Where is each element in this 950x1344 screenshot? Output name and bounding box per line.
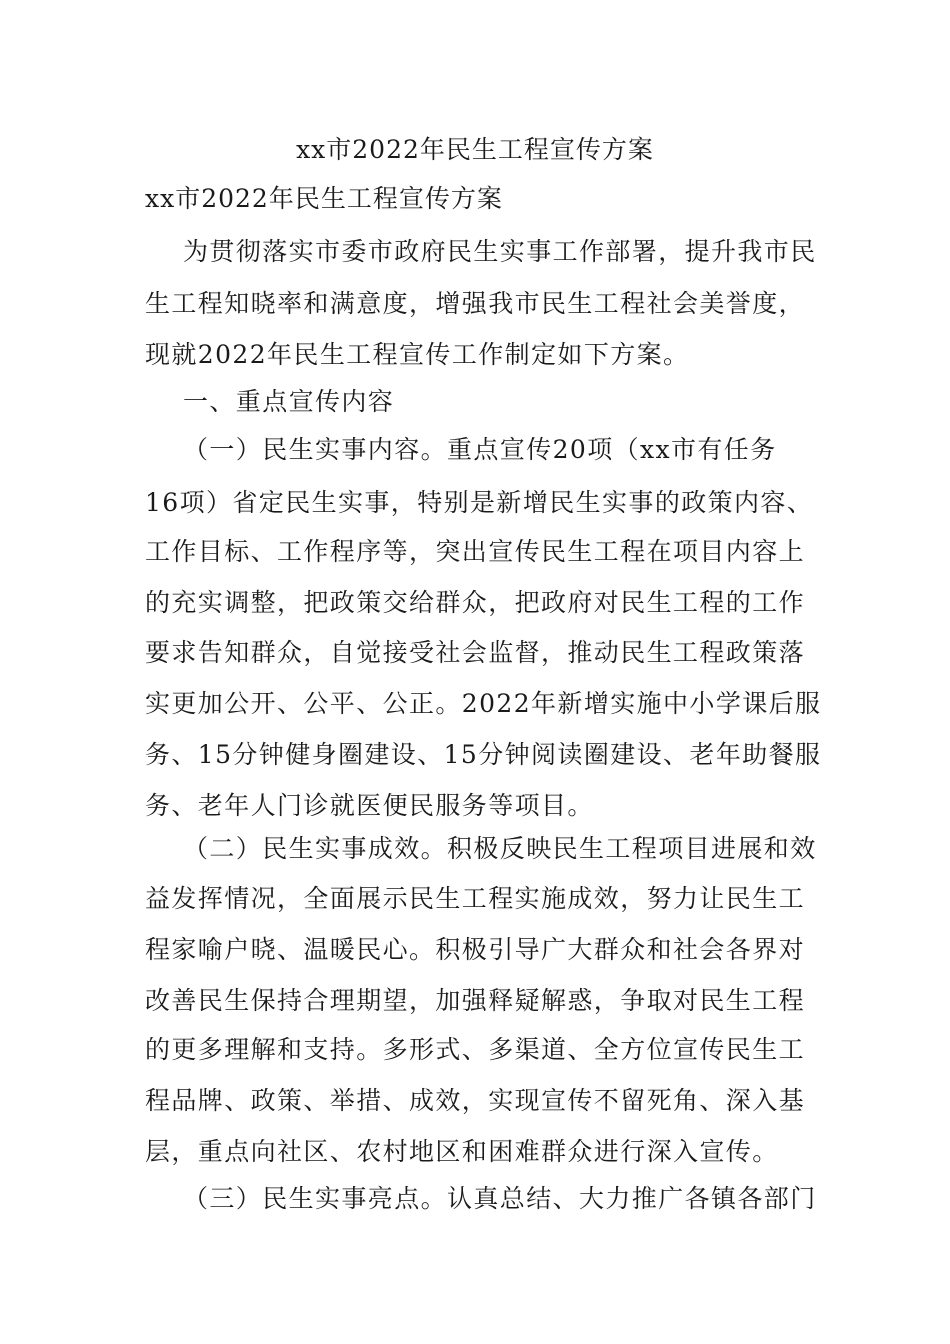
item1-line: 工作目标、工作程序等，突出宣传民生工程在项目内容上: [145, 537, 806, 566]
item2-line: 益发挥情况，全面展示民生工程实施成效，努力让民生工: [145, 884, 806, 913]
item2-line: 的更多理解和支持。多形式、多渠道、全方位宣传民生工: [145, 1035, 806, 1064]
item1-line: 实更加公开、公平、公正。2022年新增实施中小学课后服: [145, 689, 822, 718]
item2-line: 层，重点向社区、农村地区和困难群众进行深入宣传。: [145, 1137, 779, 1166]
item1-line: 的充实调整，把政策交给群众，把政府对民生工程的工作: [145, 588, 806, 617]
intro-line: 现就2022年民生工程宣传工作制定如下方案。: [145, 340, 690, 369]
item2-line: 程品牌、政策、举措、成效，实现宣传不留死角、深入基: [145, 1086, 806, 1115]
item2-line: 程家喻户晓、温暖民心。积极引导广大群众和社会各界对: [145, 935, 806, 964]
intro-line: 生工程知晓率和满意度，增强我市民生工程社会美誉度，: [145, 289, 806, 318]
item1-line: 务、老年人门诊就医便民服务等项目。: [145, 791, 594, 820]
item1-line: 16项）省定民生实事，特别是新增民生实事的政策内容、: [145, 488, 814, 517]
intro-line: 为贯彻落实市委市政府民生实事工作部署，提升我市民: [183, 237, 817, 266]
item3-line: （三）民生实事亮点。认真总结、大力推广各镇各部门: [183, 1184, 817, 1213]
section-heading: 一、重点宣传内容: [183, 387, 395, 416]
item1-line: 要求告知群众，自觉接受社会监督，推动民生工程政策落: [145, 638, 806, 667]
document-subtitle: xx市2022年民生工程宣传方案: [145, 184, 503, 213]
item1-line: 务、15分钟健身圈建设、15分钟阅读圈建设、老年助餐服: [145, 740, 822, 769]
item2-line: 改善民生保持合理期望，加强释疑解惑，争取对民生工程: [145, 986, 806, 1015]
item2-line: （二）民生实事成效。积极反映民生工程项目进展和效: [183, 834, 817, 863]
item1-line: （一）民生实事内容。重点宣传20项（xx市有任务: [183, 435, 777, 464]
document-title: xx市2022年民生工程宣传方案: [296, 135, 654, 164]
